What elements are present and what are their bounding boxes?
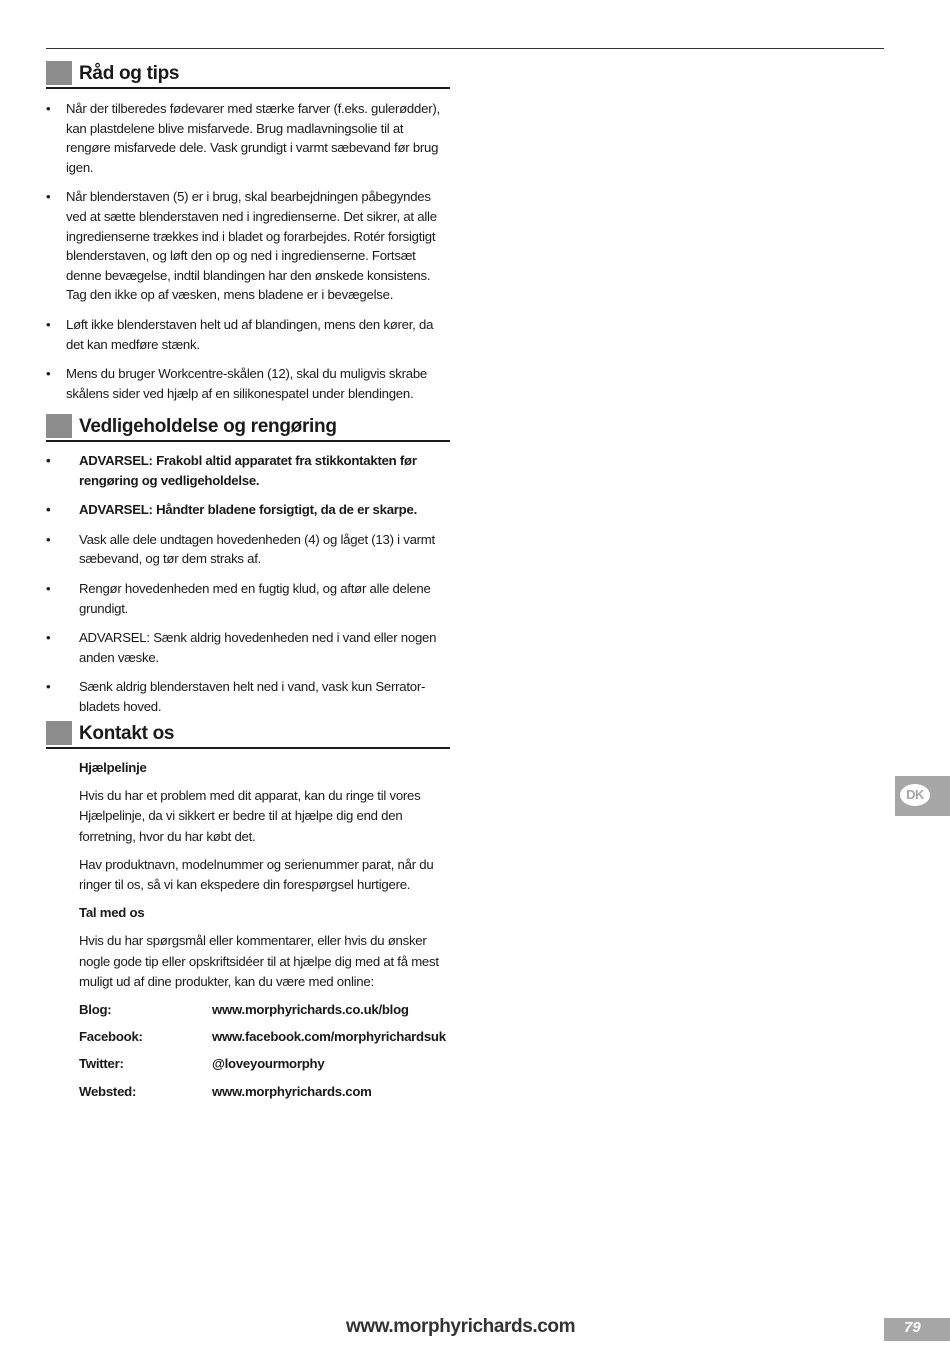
talk-heading: Tal med os xyxy=(79,905,145,921)
section-heading-tips xyxy=(46,61,450,89)
link-label: Blog: xyxy=(79,1002,112,1018)
website-link[interactable]: www.morphyrichards.com xyxy=(212,1083,372,1099)
list-item: • Mens du bruger Workcentre-skålen (12), skal du muligvis skrabe skålens sider ved hjælp af en silikonespatel under blendingen. xyxy=(46,364,450,403)
link-label: Twitter: xyxy=(79,1056,124,1072)
list-item: • Sænk aldrig blenderstaven helt ned i vand, vask kun Serrator-bladets hoved. xyxy=(46,677,450,716)
top-rule xyxy=(46,48,884,49)
link-label: Websted: xyxy=(79,1083,137,1099)
warning-item: • ADVARSEL: Frakobl altid apparatet fra stikkontakten før rengøring og vedligeholdelse. xyxy=(46,451,450,490)
helpline-heading: Hjælpelinje xyxy=(79,760,147,775)
list-item: • Rengør hovedenheden med en fugtig klud, og aftør alle delene grundigt. xyxy=(46,579,450,618)
section-heading-contact xyxy=(46,721,450,749)
helpline-paragraph: Hvis du har et problem med dit apparat, kan du ringe til vores Hjælpelinje, da vi sikkert er bedre til at hjælpe dig end den forretning, hvor du har købt det. xyxy=(79,788,421,844)
language-badge: DK xyxy=(900,784,930,806)
tips-list xyxy=(46,99,450,413)
page-number-box xyxy=(884,1318,950,1341)
page-number: 79 xyxy=(904,1319,921,1336)
maintenance-list xyxy=(46,451,450,727)
footer-url: www.morphyrichards.com xyxy=(346,1316,576,1337)
heading-marker xyxy=(46,721,72,745)
list-item: • Løft ikke blenderstaven helt ud af blandingen, mens den kører, da det kan medføre stænk. xyxy=(46,315,450,354)
section-title: Råd og tips xyxy=(79,63,180,84)
helpline-paragraph: Hav produktnavn, modelnummer og serienummer parat, når du ringer til os, så vi kan ekspedere din forespørgsel hurtigere. xyxy=(79,856,434,893)
contact-body xyxy=(79,758,459,1102)
link-label: Facebook: xyxy=(79,1029,143,1045)
list-item: • Vask alle dele undtagen hovedenheden (4) og låget (13) i varmt sæbevand, og tør dem straks af. xyxy=(46,530,450,569)
list-item: • Når blenderstaven (5) er i brug, skal bearbejdningen påbegyndes ved at sætte blenderstaven ned i ingredienserne. Det sikrer, at alle ingredienserne trækkes ind i bladet og forarbejdes. Rotér forsigtigt blenderstaven, og løft den op og ned i ingredienserne. Fortsæt denne bevægelse, indtil blandingen har den ønskede konsistens. Tag den ikke op af væsken, mens bladene er i bevægelse. xyxy=(46,187,450,305)
section-heading-maintenance xyxy=(46,414,450,442)
language-tab xyxy=(895,776,950,816)
list-item: • Når der tilberedes fødevarer med stærke farver (f.eks. gulerødder), kan plastdelene blive misfarvede. Brug madlavningsolie til at rengøre misfarvede dele. Vask grundigt i varmt sæbevand før brug igen. xyxy=(46,99,450,177)
facebook-link[interactable]: www.facebook.com/morphyrichardsuk xyxy=(212,1029,446,1045)
twitter-link[interactable]: @loveyourmorphy xyxy=(212,1056,325,1072)
warning-item: • ADVARSEL: Håndter bladene forsigtigt, da de er skarpe. xyxy=(46,500,450,520)
heading-marker xyxy=(46,414,72,438)
talk-paragraph: Hvis du har spørgsmål eller kommentarer, eller hvis du ønsker nogle gode tip eller opskriftsidéer til at hjælpe dig med at få mest muligt ud af dine produkter, kan du være med online: xyxy=(79,933,439,989)
heading-marker xyxy=(46,61,72,85)
section-title: Kontakt os xyxy=(79,723,175,744)
online-links xyxy=(79,1000,459,1102)
blog-link[interactable]: www.morphyrichards.co.uk/blog xyxy=(212,1002,409,1018)
section-title: Vedligeholdelse og rengøring xyxy=(79,416,337,437)
list-item: • ADVARSEL: Sænk aldrig hovedenheden ned i vand eller nogen anden væske. xyxy=(46,628,450,667)
